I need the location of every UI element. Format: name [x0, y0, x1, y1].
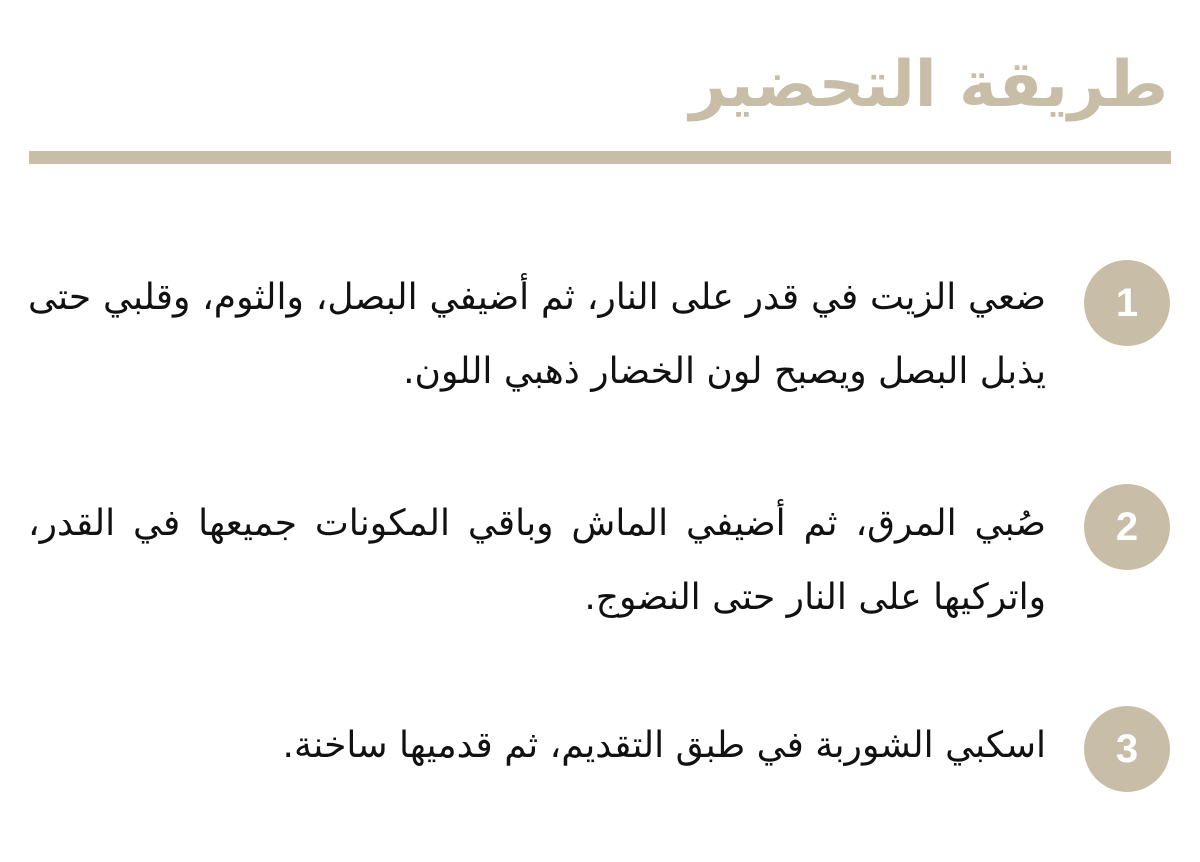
- step-text: صُبي المرق، ثم أضيفي الماش وباقي المكونات جميعها في القدر، واتركيها على النار حتى النضوج.: [28, 503, 1046, 618]
- step-text: اسكبي الشوربة في طبق التقديم، ثم قدميها ساخنة.: [282, 725, 1046, 766]
- section-title: طريقة التحضير: [689, 48, 1168, 122]
- instruction-step: [28, 706, 1170, 792]
- step-text: ضعي الزيت في قدر على النار، ثم أضيفي البصل، والثوم، وقلبي حتى يذبل البصل ويصبح لون الخضار ذهبي اللون.: [28, 277, 1046, 392]
- step-number-badge: 3: [1084, 706, 1170, 792]
- instruction-step: [28, 484, 1170, 635]
- instruction-step: [28, 258, 1170, 409]
- title-divider: [29, 151, 1171, 164]
- step-number-badge: 1: [1084, 260, 1170, 346]
- step-number-badge: 2: [1084, 484, 1170, 570]
